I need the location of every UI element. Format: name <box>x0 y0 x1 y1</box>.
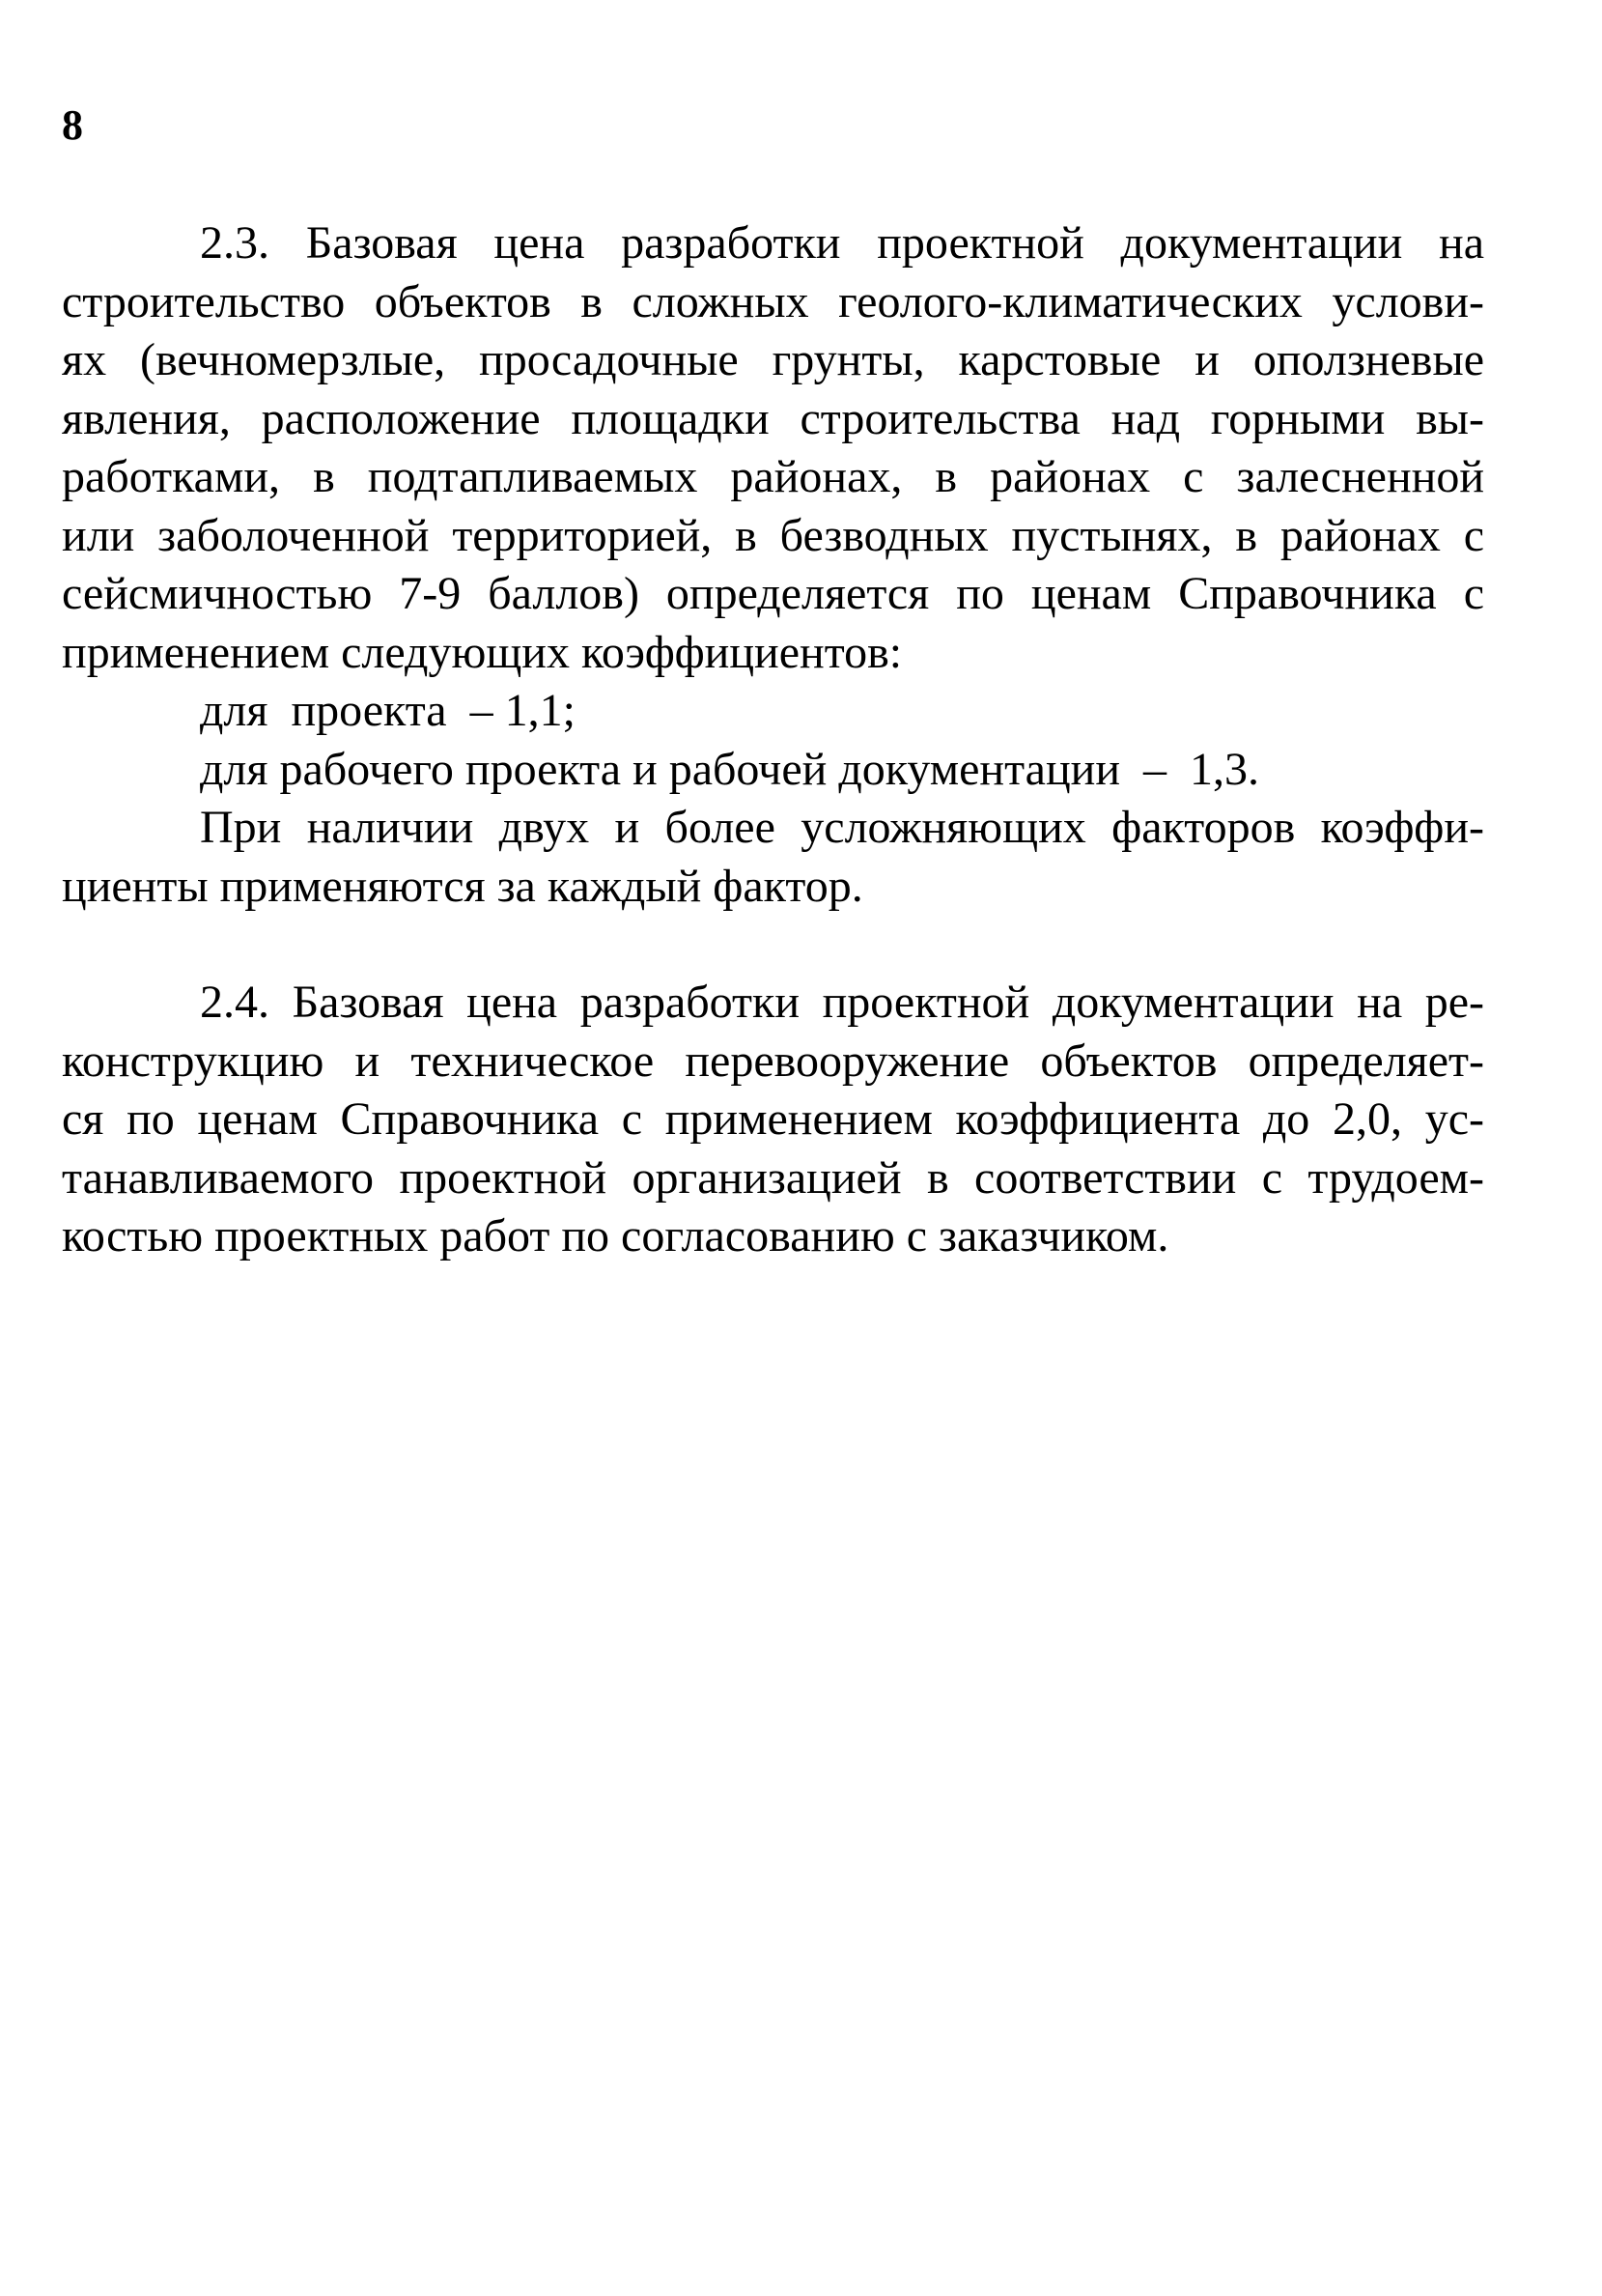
section-2-3-line-1: 2.3. Базовая цена разработки проектной документации на <box>200 217 1484 269</box>
section-spacer <box>62 916 1484 974</box>
section-2-4-line-3: ся по ценам Справочника с применением коэффициента до 2,0, ус- <box>62 1093 1484 1145</box>
section-2-3-note-line-2: циенты применяются за каждый фактор. <box>62 860 863 912</box>
section-2-3-note-line-1: При наличии двух и более усложняющих факторов коэффи- <box>200 802 1484 853</box>
section-2-3-line-3: ях (вечномерзлые, просадочные грунты, карстовые и оползневые <box>62 334 1484 385</box>
section-2-3-line-5: работками, в подтапливаемых районах, в районах с залесненной <box>62 451 1484 502</box>
section-2-3-line-2: строительство объектов в сложных геолого-климатических услови- <box>62 275 1484 327</box>
section-2-4 <box>62 974 1484 1266</box>
section-2-3 <box>62 214 1484 916</box>
section-2-3-line-8: применением следующих коэффициентов: <box>62 626 903 678</box>
section-2-3-line-4: явления, расположение площадки строительства над горными вы- <box>62 392 1484 444</box>
section-2-4-line-2: конструкцию и техническое перевооружение объектов определяет- <box>62 1035 1484 1087</box>
section-2-3-line-6: или заболоченной территорией, в безводных пустынях, в районах с <box>62 509 1484 561</box>
document-body <box>62 214 1484 1266</box>
section-2-4-line-1: 2.4. Базовая цена разработки проектной документации на ре- <box>200 977 1484 1028</box>
section-2-4-line-5: костью проектных работ по согласованию с заказчиком. <box>62 1210 1169 1261</box>
coefficient-item-project: для проекта – 1,1; <box>200 685 576 736</box>
coefficient-item-working-project: для рабочего проекта и рабочей документации – 1,3. <box>200 743 1260 795</box>
section-2-3-line-7: сейсмичностью 7-9 баллов) определяется по ценам Справочника с <box>62 568 1484 619</box>
page-number: 8 <box>62 101 83 149</box>
section-2-4-line-4: танавливаемого проектной организацией в соответствии с трудоем- <box>62 1151 1484 1204</box>
